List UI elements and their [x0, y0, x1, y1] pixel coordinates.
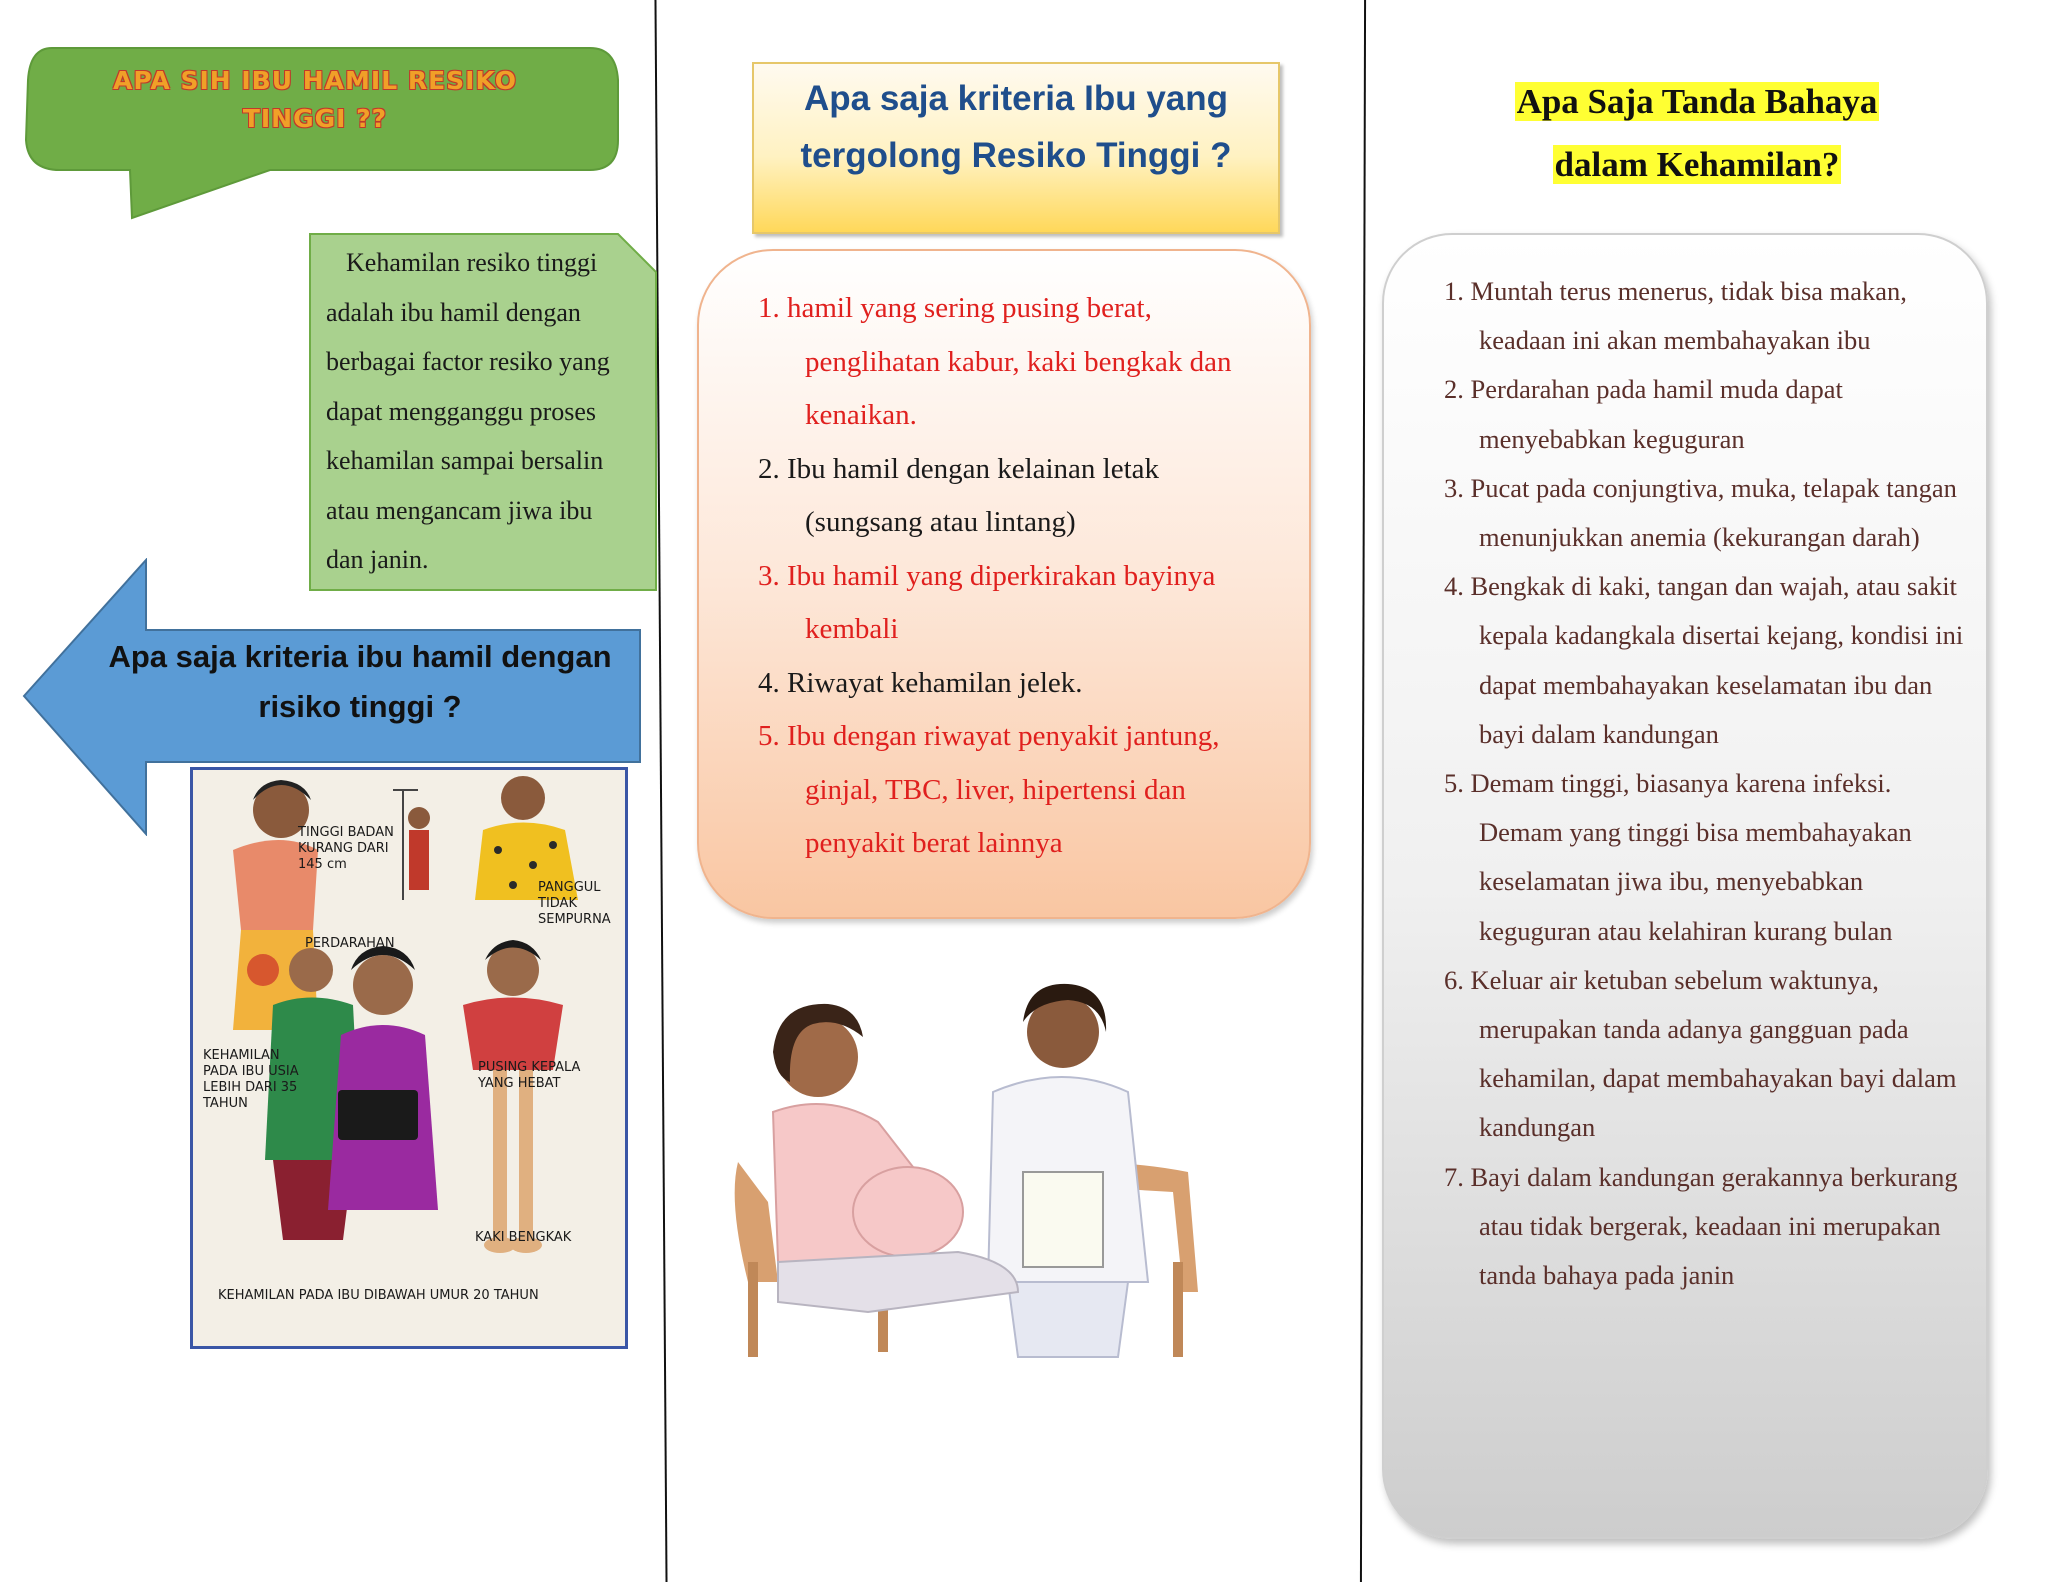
- column-divider-right: [1360, 0, 1366, 1582]
- definition-text: Kehamilan resiko tinggi adalah ibu hamil dengan berbagai factor resiko yang dapat mengganggu proses kehamilan sampai bersalin atau mengancam jiwa ibu dan janin.: [326, 248, 610, 574]
- label-perdarahan: PERDARAHAN: [305, 936, 395, 951]
- doctor-consultation-illustration: [718, 962, 1218, 1362]
- label-panggul: PANGGUL TIDAK SEMPURNA: [538, 880, 611, 927]
- label-kaki-bengkak: KAKI BENGKAK: [475, 1230, 572, 1245]
- criteria-item-5: 5. Ibu dengan riwayat penyakit jantung, ginjal, TBC, liver, hipertensi dan penyakit berat lainnya: [758, 720, 1220, 859]
- criteria-title: Apa saja kriteria Ibu yang tergolong Resiko Tinggi ?: [800, 79, 1232, 175]
- label-pusing: PUSING KEPALA YANG HEBAT: [478, 1060, 581, 1091]
- danger-sign-3: 3. Pucat pada conjungtiva, muka, telapak tangan menunjukkan anemia (kekurangan darah): [1444, 472, 1957, 553]
- criteria-item-2: 2. Ibu hamil dengan kelainan letak (sungsang atau lintang): [758, 452, 1160, 538]
- label-kehamilan-usia: KEHAMILAN PADA IBU USIA LEBIH DARI 35 TAHUN: [203, 1048, 299, 1111]
- danger-signs-list: [1444, 267, 1964, 1300]
- arrow-question: Apa saja kriteria ibu hamil dengan risiko tinggi ?: [108, 639, 612, 724]
- danger-sign-2: 2. Perdarahan pada hamil muda dapat menyebabkan keguguran: [1444, 374, 1843, 454]
- criteria-item-4: 4. Riwayat kehamilan jelek.: [758, 666, 1083, 699]
- danger-sign-6: 6. Keluar air ketuban sebelum waktunya, merupakan tanda adanya gangguan pada kehamilan, dapat membahayakan bayi dalam kandungan: [1444, 964, 1957, 1143]
- danger-sign-7: 7. Bayi dalam kandungan gerakannya berkurang atau tidak bergerak, keadaan ini merupakan tanda bahaya pada janin: [1444, 1161, 1958, 1291]
- danger-sign-5: 5. Demam tinggi, biasanya karena infeksi. Demam yang tinggi bisa membahayakan keselamatan jiwa ibu, menyebabkan keguguran atau kelahiran kurang bulan: [1444, 768, 1912, 946]
- danger-title-line2: dalam Kehamilan?: [1554, 145, 1840, 184]
- criteria-list: [758, 282, 1278, 871]
- risk-factors-illustration: [190, 767, 628, 1349]
- danger-sign-4: 4. Bengkak di kaki, tangan dan wajah, atau sakit kepala kadangkala disertai kejang, kondisi ini dapat membahayakan keselamatan ibu dan bayi dalam kandungan: [1444, 571, 1964, 749]
- bubble-title: APA SIH IBU HAMIL RESIKO TINGGI ??: [113, 66, 517, 133]
- label-tinggi-badan: TINGGI BADAN KURANG DARI 145 cm: [298, 825, 394, 872]
- danger-sign-1: 1. Muntah terus menerus, tidak bisa makan, keadaan ini akan membahayakan ibu: [1444, 276, 1907, 356]
- danger-signs-title: [1362, 70, 2032, 196]
- criteria-item-1: 1. hamil yang sering pusing berat, penglihatan kabur, kaki bengkak dan kenaikan.: [758, 292, 1232, 431]
- label-kehamilan-muda: KEHAMILAN PADA IBU DIBAWAH UMUR 20 TAHUN: [218, 1288, 539, 1303]
- danger-title-line1: Apa Saja Tanda Bahaya: [1516, 82, 1878, 121]
- criteria-item-3: 3. Ibu hamil yang diperkirakan bayinya kembali: [758, 559, 1216, 645]
